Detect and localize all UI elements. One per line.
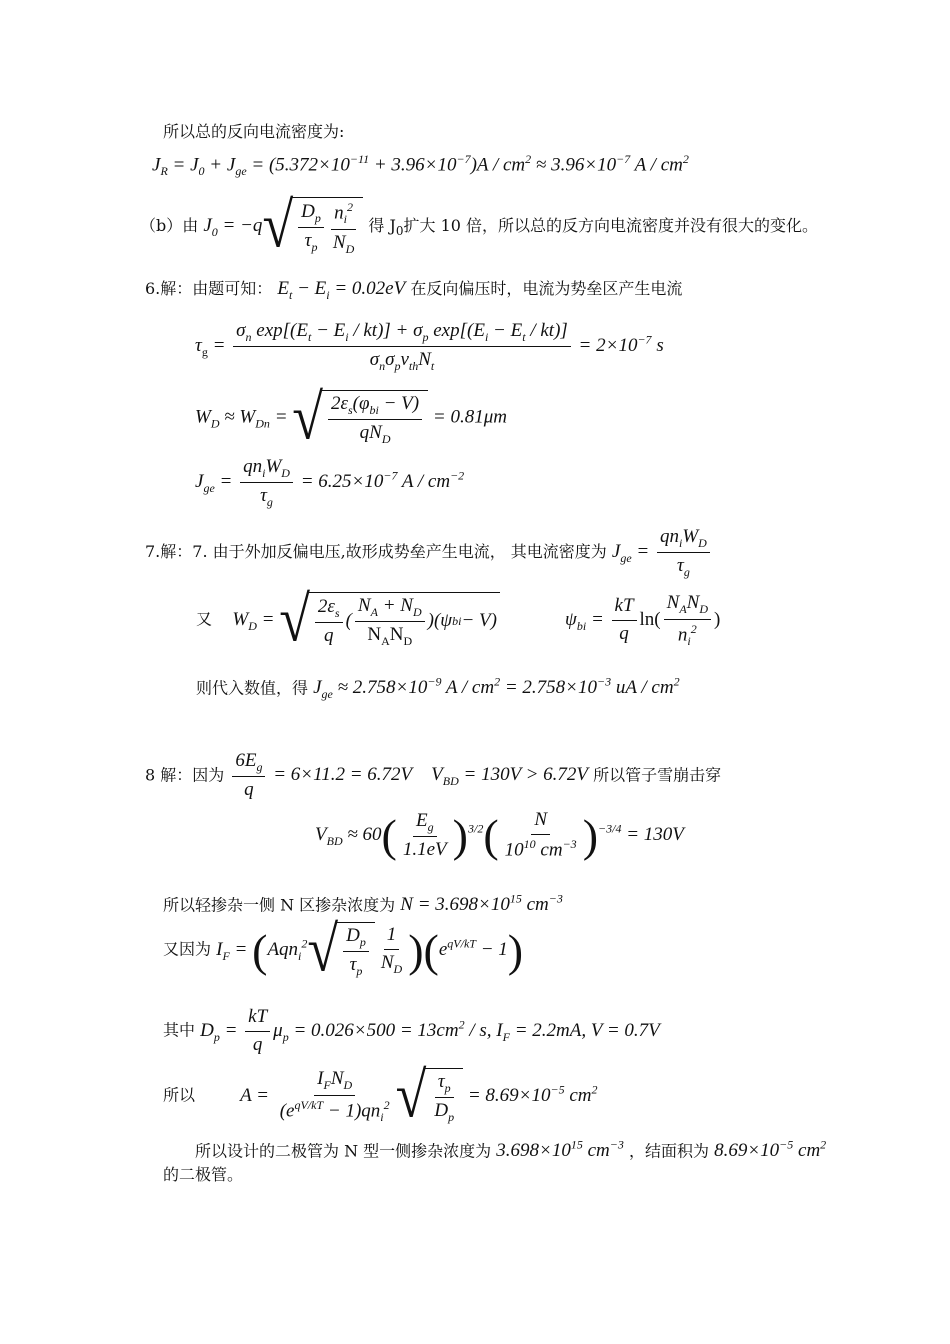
- eq-area: 所以 A = $I_FN_D$ $(e^{qV/kT} - 1)qn_i^2$ √ $\tau_p$ $D_p$ = $8.69\times 10^{-5}$ $cm^2$: [163, 1060, 598, 1132]
- text-problem-8: 8 解：因为 $\frac{6E_g}{q}$ = 6×11.2 = 6.72V $V_{BD} = 130V > 6.72V$ 所以管子雪崩击穿: [145, 750, 722, 801]
- eq-tau-g: $\tau_g$ = $\sigma_n$ $\exp[(E_t - E_i / kt)] + \sigma_p$ $\exp[(E_i - E_t / kt)]$ $\sigma_n\sigma_pv_{th}N_t$ = $2\times 10^{-7}$ s: [195, 320, 664, 373]
- eq-vbd: $V_{BD} \approx 60$( $\frac{E_g}{1.1eV}$ )$^{3/2}$( $\frac{N}{10^{10} cm^{-3}}$ )$^{-3/4}$ = 130V: [315, 809, 684, 861]
- text-problem-6: 6.解：由题可知： $E_t - E_i = 0.02eV$ 在反向偏压时，电流为势垒区产生电流: [145, 278, 683, 302]
- text-part-b: （b）由 $J_0 = -q$ √ $D_p$ $\tau_p$ $n_i^2$ $N_D$ 得 $J_0$扩大 10 倍，所以总的反方向电流密度并没有很大的变化。: [140, 190, 819, 262]
- text-substitute: 则代入数值，得 $J_{ge} \approx 2.758\times 10^{-9}$ $A / cm^2 = 2.758\times 10^{-3}$ uA / $cm^2$: [196, 675, 680, 702]
- eq-dp: 其中 $D_p$ = $\frac{kT}{q}$ $\mu_p = 0.026\times 500 = 13cm^2 / s$, $I_F = 2.2mA$, V = 0.7V: [163, 1006, 660, 1055]
- eq-if: 又因为 $I_F = (Aqn_i^2$ √ $D_p$ $\tau_p$ $\frac{1}{N_D}$ )$(e^{qV/kT} - 1)$: [163, 914, 524, 986]
- eq-jr: $J_R = J_0 + J_{ge} = (5.372\times 10^{-11} + 3.96\times 10^{-7})A / cm^2 \approx 3.96\times 10^{-7}$ A / $cm^2$: [152, 152, 689, 179]
- text-conclusion: 所以设计的二极管为 N 型一侧掺杂浓度为 $3.698\times 10^{15}$ $cm^{-3}$ ，结面积为 $8.69\times 10^{-5}$ $cm^2$: [195, 1138, 827, 1162]
- text-doping-n: 所以轻掺杂一侧 N 区掺杂浓度为 $N = 3.698\times 10^{15}$ $cm^{-3}$: [163, 892, 563, 916]
- text-conclusion-end: 的二极管。: [163, 1165, 244, 1184]
- eq-wd-psi: 又 $W_D$ = √ $2\varepsilon_s$ q ( $N_A + N_D$ $N_AN_D$ )(ψ bi − V) $\psi_{bi}$ = $\frac{kT}{q}$ ln( $N_AN_D$ $n_i^2$ ): [196, 584, 721, 656]
- eq-wd: $W_D \approx W_{Dn}$ = √ $2\varepsilon_s(\varphi_{bi} - V)$ $qN_D$ = 0.81μm: [195, 382, 507, 454]
- text-problem-7: 7.解：7. 由于外加反偏电压,故形成势垒产生电流， 其电流密度为 $J_{ge}$ = $qn_iW_D$ $\tau_g$: [145, 526, 713, 579]
- eq-jge: $J_{ge}$ = $qn_iW_D$ $\tau_g$ = $6.25\times 10^{-7}$ A / $cm^{-2}$: [195, 456, 465, 509]
- text-reverse-current-total: 所以总的反向电流密度为:: [163, 122, 345, 141]
